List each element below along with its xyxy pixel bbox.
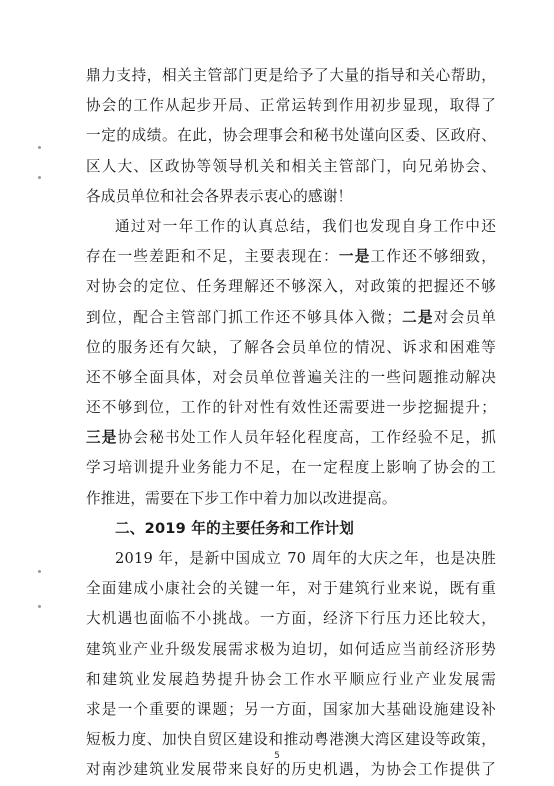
text-line: 通过对一年工作的认真总结，我们也发现自身工作中还 — [115, 217, 496, 235]
text-line: 协会的工作从起步开局、正常运转到作用初步显现，取得了 — [86, 97, 496, 115]
margin-dot — [38, 176, 41, 179]
text-line: 学习培训提升业务能力不足，在一定程度上影响了协会的工 — [86, 459, 496, 477]
text-line — [86, 242, 496, 272]
section-title: 二、2019 年的主要任务和工作计划 — [115, 519, 355, 537]
text-line: 还不够全面具体，对会员单位普遍关注的一些问题推动解决 — [86, 368, 496, 386]
text-line: 各成员单位和社会各界表示衷心的感谢！ — [86, 187, 353, 205]
text-line — [86, 303, 496, 333]
text-line — [86, 423, 496, 453]
text-line: 对南沙建筑业发展带来良好的历史机遇，为协会工作提供了 — [86, 761, 496, 779]
text-segment: 协会秘书处工作人员年轻化程度高，工作经验不足，抓 — [117, 429, 496, 447]
emphasis-second: 二是 — [401, 308, 434, 326]
text-line: 建筑业产业升级发展需求极为迫切，如何适应当前经济形势 — [86, 640, 496, 658]
text-line: 求是一个重要的课题；另一方面，国家加大基础设施建设补 — [86, 700, 496, 718]
body-text — [86, 61, 496, 786]
text-segment: 存在一些差距和不足，主要表现在： — [86, 248, 339, 266]
emphasis-first: 一是 — [338, 248, 371, 266]
text-line: 鼎力支持，相关主管部门更是给予了大量的指导和关心帮助， — [86, 67, 496, 84]
paragraph-shortcomings — [86, 212, 496, 514]
text-line: 作推进，需要在下步工作中着力加以改进提高。 — [86, 489, 397, 507]
text-line: 短板力度、加快自贸区建设和推动粤港澳大湾区建设等政策， — [86, 731, 496, 749]
paragraph-2019 — [86, 544, 496, 786]
page-number: 5 — [274, 751, 280, 761]
text-line: 大机遇也面临不小挑战。一方面，经济下行压力还比较大， — [86, 610, 496, 628]
text-line: 2019 年，是新中国成立 70 周年的大庆之年，也是决胜 — [115, 550, 496, 567]
margin-dot — [38, 605, 41, 608]
text-line: 位的服务还有欠缺，了解各会员单位的情况、诉求和困难等 — [86, 338, 496, 356]
text-line: 全面建成小康社会的关键一年，对于建筑行业来说，既有重 — [86, 580, 496, 598]
text-segment: 工作还不够细致， — [370, 248, 496, 266]
text-segment: 到位，配合主管部门抓工作还不够具体入微； — [86, 308, 402, 326]
section-heading — [86, 514, 496, 544]
text-line: 对协会的定位、任务理解还不够深入，对政策的把握还不够 — [86, 278, 496, 296]
margin-dot — [38, 146, 41, 149]
emphasis-third: 三是 — [86, 429, 118, 447]
text-line: 和建筑业发展趋势提升协会工作水平顺应行业产业发展需 — [86, 670, 496, 688]
text-line: 还不够到位，工作的针对性有效性还需要进一步挖掘提升； — [86, 399, 496, 417]
margin-dot — [38, 570, 41, 573]
text-segment: 对会员单 — [433, 308, 496, 326]
text-line: 区人大、区政协等领导机关和相关主管部门，向兄弟协会、 — [86, 157, 496, 175]
paragraph-thanks — [86, 61, 496, 212]
text-line: 一定的成绩。在此，协会理事会和秘书处谨向区委、区政府、 — [86, 127, 496, 145]
